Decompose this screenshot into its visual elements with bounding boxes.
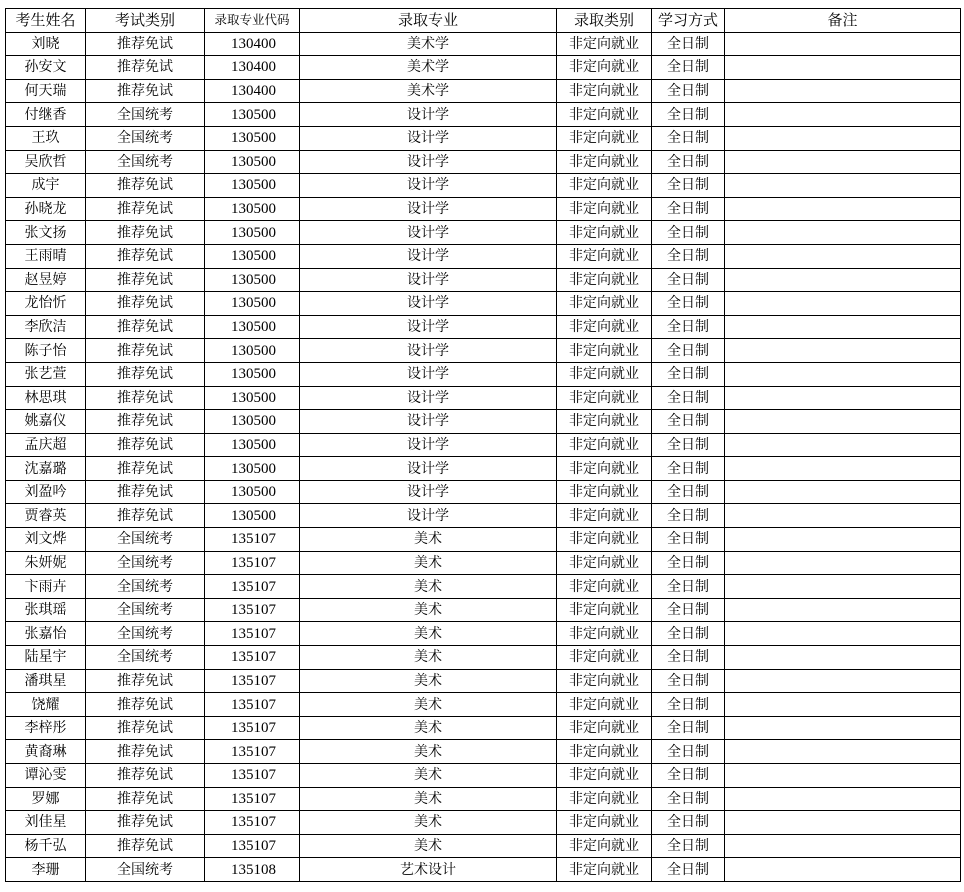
remark-cell <box>725 150 961 174</box>
study-mode-cell: 全日制 <box>652 622 725 646</box>
major-code-cell: 130500 <box>205 480 300 504</box>
major-code-cell: 135107 <box>205 551 300 575</box>
remark-cell <box>725 315 961 339</box>
remark-cell <box>725 575 961 599</box>
remark-cell <box>725 103 961 127</box>
remark-cell <box>725 598 961 622</box>
name-cell: 刘晓 <box>6 32 86 56</box>
major-code-cell: 135107 <box>205 646 300 670</box>
remark-cell <box>725 221 961 245</box>
admit-type-cell: 非定向就业 <box>557 386 652 410</box>
study-mode-cell: 全日制 <box>652 811 725 835</box>
major-cell: 设计学 <box>300 315 557 339</box>
name-cell: 吴欣哲 <box>6 150 86 174</box>
exam-type-cell: 推荐免试 <box>86 268 205 292</box>
name-cell: 王雨晴 <box>6 244 86 268</box>
major-cell: 设计学 <box>300 174 557 198</box>
table-row <box>6 433 961 457</box>
major-cell: 设计学 <box>300 126 557 150</box>
table-row <box>6 103 961 127</box>
name-cell: 何天瑞 <box>6 79 86 103</box>
major-cell: 美术 <box>300 787 557 811</box>
major-cell: 美术 <box>300 598 557 622</box>
exam-type-cell: 推荐免试 <box>86 693 205 717</box>
admit-type-cell: 非定向就业 <box>557 622 652 646</box>
exam-type-cell: 推荐免试 <box>86 787 205 811</box>
table-row <box>6 126 961 150</box>
exam-type-cell: 推荐免试 <box>86 386 205 410</box>
major-code-cell: 135107 <box>205 528 300 552</box>
study-mode-cell: 全日制 <box>652 551 725 575</box>
study-mode-cell: 全日制 <box>652 32 725 56</box>
major-cell: 美术 <box>300 716 557 740</box>
name-cell: 卞雨卉 <box>6 575 86 599</box>
admit-type-cell: 非定向就业 <box>557 292 652 316</box>
admit-type-cell: 非定向就业 <box>557 551 652 575</box>
header-major-code: 录取专业代码 <box>205 9 300 33</box>
admit-type-cell: 非定向就业 <box>557 740 652 764</box>
major-code-cell: 130500 <box>205 103 300 127</box>
name-cell: 姚嘉仪 <box>6 410 86 434</box>
exam-type-cell: 全国统考 <box>86 551 205 575</box>
exam-type-cell: 推荐免试 <box>86 244 205 268</box>
study-mode-cell: 全日制 <box>652 764 725 788</box>
remark-cell <box>725 834 961 858</box>
major-cell: 美术学 <box>300 32 557 56</box>
admit-type-cell: 非定向就业 <box>557 221 652 245</box>
name-cell: 朱妍妮 <box>6 551 86 575</box>
exam-type-cell: 全国统考 <box>86 528 205 552</box>
major-code-cell: 130500 <box>205 268 300 292</box>
study-mode-cell: 全日制 <box>652 221 725 245</box>
table-row <box>6 504 961 528</box>
table-row <box>6 598 961 622</box>
table-row <box>6 480 961 504</box>
remark-cell <box>725 32 961 56</box>
major-cell: 美术 <box>300 622 557 646</box>
study-mode-cell: 全日制 <box>652 504 725 528</box>
admit-type-cell: 非定向就业 <box>557 575 652 599</box>
admit-type-cell: 非定向就业 <box>557 32 652 56</box>
header-row <box>6 9 961 33</box>
study-mode-cell: 全日制 <box>652 126 725 150</box>
major-cell: 美术 <box>300 764 557 788</box>
table-row <box>6 315 961 339</box>
table-row <box>6 150 961 174</box>
study-mode-cell: 全日制 <box>652 433 725 457</box>
study-mode-cell: 全日制 <box>652 362 725 386</box>
name-cell: 谭沁雯 <box>6 764 86 788</box>
study-mode-cell: 全日制 <box>652 716 725 740</box>
study-mode-cell: 全日制 <box>652 834 725 858</box>
study-mode-cell: 全日制 <box>652 693 725 717</box>
name-cell: 张文扬 <box>6 221 86 245</box>
exam-type-cell: 推荐免试 <box>86 811 205 835</box>
major-cell: 设计学 <box>300 410 557 434</box>
exam-type-cell: 推荐免试 <box>86 32 205 56</box>
major-code-cell: 130500 <box>205 174 300 198</box>
remark-cell <box>725 551 961 575</box>
major-cell: 美术 <box>300 551 557 575</box>
major-code-cell: 130500 <box>205 244 300 268</box>
remark-cell <box>725 787 961 811</box>
major-cell: 美术 <box>300 693 557 717</box>
exam-type-cell: 全国统考 <box>86 103 205 127</box>
table-row <box>6 174 961 198</box>
major-code-cell: 130400 <box>205 32 300 56</box>
exam-type-cell: 推荐免试 <box>86 433 205 457</box>
table-row <box>6 362 961 386</box>
exam-type-cell: 推荐免试 <box>86 716 205 740</box>
name-cell: 李梓彤 <box>6 716 86 740</box>
study-mode-cell: 全日制 <box>652 858 725 882</box>
name-cell: 潘琪星 <box>6 669 86 693</box>
major-cell: 美术 <box>300 669 557 693</box>
exam-type-cell: 推荐免试 <box>86 362 205 386</box>
table-row <box>6 32 961 56</box>
admit-type-cell: 非定向就业 <box>557 693 652 717</box>
major-code-cell: 130500 <box>205 362 300 386</box>
admit-type-cell: 非定向就业 <box>557 811 652 835</box>
table-row <box>6 646 961 670</box>
major-cell: 美术 <box>300 528 557 552</box>
major-cell: 设计学 <box>300 457 557 481</box>
study-mode-cell: 全日制 <box>652 528 725 552</box>
table-row <box>6 292 961 316</box>
table-row <box>6 79 961 103</box>
table-row <box>6 834 961 858</box>
name-cell: 孙晓龙 <box>6 197 86 221</box>
major-cell: 设计学 <box>300 504 557 528</box>
major-code-cell: 135107 <box>205 669 300 693</box>
study-mode-cell: 全日制 <box>652 315 725 339</box>
major-code-cell: 135107 <box>205 598 300 622</box>
table-row <box>6 56 961 80</box>
study-mode-cell: 全日制 <box>652 480 725 504</box>
major-code-cell: 130500 <box>205 386 300 410</box>
remark-cell <box>725 339 961 363</box>
remark-cell <box>725 56 961 80</box>
exam-type-cell: 推荐免试 <box>86 315 205 339</box>
name-cell: 刘文烨 <box>6 528 86 552</box>
major-code-cell: 135107 <box>205 740 300 764</box>
table-row <box>6 740 961 764</box>
name-cell: 孙安文 <box>6 56 86 80</box>
major-cell: 美术 <box>300 740 557 764</box>
exam-type-cell: 推荐免试 <box>86 197 205 221</box>
exam-type-cell: 推荐免试 <box>86 457 205 481</box>
major-cell: 设计学 <box>300 244 557 268</box>
exam-type-cell: 全国统考 <box>86 150 205 174</box>
table-row <box>6 268 961 292</box>
study-mode-cell: 全日制 <box>652 386 725 410</box>
major-code-cell: 135107 <box>205 834 300 858</box>
exam-type-cell: 推荐免试 <box>86 764 205 788</box>
name-cell: 饶耀 <box>6 693 86 717</box>
remark-cell <box>725 292 961 316</box>
major-code-cell: 130500 <box>205 197 300 221</box>
exam-type-cell: 推荐免试 <box>86 56 205 80</box>
study-mode-cell: 全日制 <box>652 575 725 599</box>
major-code-cell: 130500 <box>205 221 300 245</box>
major-cell: 设计学 <box>300 150 557 174</box>
major-code-cell: 130500 <box>205 504 300 528</box>
major-code-cell: 130500 <box>205 150 300 174</box>
exam-type-cell: 推荐免试 <box>86 480 205 504</box>
study-mode-cell: 全日制 <box>652 244 725 268</box>
study-mode-cell: 全日制 <box>652 598 725 622</box>
table-row <box>6 221 961 245</box>
major-cell: 设计学 <box>300 386 557 410</box>
name-cell: 成宇 <box>6 174 86 198</box>
study-mode-cell: 全日制 <box>652 740 725 764</box>
major-cell: 美术学 <box>300 79 557 103</box>
header-major: 录取专业 <box>300 9 557 33</box>
name-cell: 杨千弘 <box>6 834 86 858</box>
major-code-cell: 130500 <box>205 315 300 339</box>
name-cell: 李珊 <box>6 858 86 882</box>
major-cell: 设计学 <box>300 433 557 457</box>
header-name: 考生姓名 <box>6 9 86 33</box>
remark-cell <box>725 480 961 504</box>
name-cell: 张嘉怡 <box>6 622 86 646</box>
study-mode-cell: 全日制 <box>652 292 725 316</box>
major-cell: 设计学 <box>300 362 557 386</box>
major-code-cell: 135107 <box>205 716 300 740</box>
table-row <box>6 457 961 481</box>
major-cell: 美术 <box>300 811 557 835</box>
remark-cell <box>725 811 961 835</box>
table-row <box>6 811 961 835</box>
exam-type-cell: 推荐免试 <box>86 339 205 363</box>
remark-cell <box>725 669 961 693</box>
admit-type-cell: 非定向就业 <box>557 669 652 693</box>
remark-cell <box>725 693 961 717</box>
exam-type-cell: 全国统考 <box>86 622 205 646</box>
admit-type-cell: 非定向就业 <box>557 646 652 670</box>
name-cell: 赵昱婷 <box>6 268 86 292</box>
remark-cell <box>725 646 961 670</box>
major-cell: 设计学 <box>300 103 557 127</box>
name-cell: 龙怡忻 <box>6 292 86 316</box>
exam-type-cell: 推荐免试 <box>86 174 205 198</box>
name-cell: 陆星宇 <box>6 646 86 670</box>
exam-type-cell: 推荐免试 <box>86 504 205 528</box>
table-row <box>6 622 961 646</box>
admit-type-cell: 非定向就业 <box>557 126 652 150</box>
study-mode-cell: 全日制 <box>652 79 725 103</box>
study-mode-cell: 全日制 <box>652 457 725 481</box>
admit-type-cell: 非定向就业 <box>557 362 652 386</box>
exam-type-cell: 推荐免试 <box>86 834 205 858</box>
table-row <box>6 197 961 221</box>
admit-type-cell: 非定向就业 <box>557 244 652 268</box>
major-code-cell: 130400 <box>205 56 300 80</box>
table-row <box>6 669 961 693</box>
header-remark: 备注 <box>725 9 961 33</box>
study-mode-cell: 全日制 <box>652 56 725 80</box>
major-code-cell: 130500 <box>205 457 300 481</box>
admit-type-cell: 非定向就业 <box>557 410 652 434</box>
remark-cell <box>725 740 961 764</box>
major-cell: 艺术设计 <box>300 858 557 882</box>
major-code-cell: 135107 <box>205 764 300 788</box>
major-code-cell: 135107 <box>205 622 300 646</box>
remark-cell <box>725 268 961 292</box>
table-row <box>6 386 961 410</box>
remark-cell <box>725 126 961 150</box>
study-mode-cell: 全日制 <box>652 268 725 292</box>
admit-type-cell: 非定向就业 <box>557 339 652 363</box>
header-exam-type: 考试类别 <box>86 9 205 33</box>
remark-cell <box>725 433 961 457</box>
remark-cell <box>725 457 961 481</box>
table-row <box>6 787 961 811</box>
name-cell: 刘盈吟 <box>6 480 86 504</box>
remark-cell <box>725 528 961 552</box>
admit-type-cell: 非定向就业 <box>557 268 652 292</box>
remark-cell <box>725 174 961 198</box>
exam-type-cell: 推荐免试 <box>86 740 205 764</box>
name-cell: 林思琪 <box>6 386 86 410</box>
name-cell: 李欣洁 <box>6 315 86 339</box>
exam-type-cell: 推荐免试 <box>86 79 205 103</box>
table-row <box>6 551 961 575</box>
admit-type-cell: 非定向就业 <box>557 480 652 504</box>
major-cell: 美术学 <box>300 56 557 80</box>
major-cell: 美术 <box>300 575 557 599</box>
major-code-cell: 135107 <box>205 693 300 717</box>
admit-type-cell: 非定向就业 <box>557 504 652 528</box>
study-mode-cell: 全日制 <box>652 103 725 127</box>
remark-cell <box>725 386 961 410</box>
major-cell: 美术 <box>300 646 557 670</box>
admit-type-cell: 非定向就业 <box>557 787 652 811</box>
name-cell: 罗娜 <box>6 787 86 811</box>
exam-type-cell: 全国统考 <box>86 598 205 622</box>
admit-type-cell: 非定向就业 <box>557 764 652 788</box>
exam-type-cell: 全国统考 <box>86 646 205 670</box>
major-cell: 设计学 <box>300 268 557 292</box>
name-cell: 陈子怡 <box>6 339 86 363</box>
admit-type-cell: 非定向就业 <box>557 56 652 80</box>
remark-cell <box>725 79 961 103</box>
name-cell: 黄裔琳 <box>6 740 86 764</box>
header-admit-type: 录取类别 <box>557 9 652 33</box>
table-row <box>6 764 961 788</box>
remark-cell <box>725 410 961 434</box>
table-row <box>6 693 961 717</box>
major-cell: 设计学 <box>300 197 557 221</box>
study-mode-cell: 全日制 <box>652 410 725 434</box>
remark-cell <box>725 244 961 268</box>
admit-type-cell: 非定向就业 <box>557 315 652 339</box>
study-mode-cell: 全日制 <box>652 646 725 670</box>
major-code-cell: 130500 <box>205 339 300 363</box>
admit-type-cell: 非定向就业 <box>557 433 652 457</box>
major-cell: 设计学 <box>300 221 557 245</box>
study-mode-cell: 全日制 <box>652 669 725 693</box>
admit-type-cell: 非定向就业 <box>557 716 652 740</box>
name-cell: 王玖 <box>6 126 86 150</box>
name-cell: 付继香 <box>6 103 86 127</box>
study-mode-cell: 全日制 <box>652 174 725 198</box>
major-code-cell: 130500 <box>205 126 300 150</box>
admit-type-cell: 非定向就业 <box>557 457 652 481</box>
header-study-mode: 学习方式 <box>652 9 725 33</box>
major-code-cell: 135107 <box>205 787 300 811</box>
major-code-cell: 130400 <box>205 79 300 103</box>
study-mode-cell: 全日制 <box>652 150 725 174</box>
table-body <box>6 32 961 881</box>
major-cell: 美术 <box>300 834 557 858</box>
admit-type-cell: 非定向就业 <box>557 103 652 127</box>
remark-cell <box>725 197 961 221</box>
major-code-cell: 130500 <box>205 410 300 434</box>
study-mode-cell: 全日制 <box>652 339 725 363</box>
name-cell: 沈嘉璐 <box>6 457 86 481</box>
admit-type-cell: 非定向就业 <box>557 79 652 103</box>
major-code-cell: 135107 <box>205 575 300 599</box>
admit-type-cell: 非定向就业 <box>557 598 652 622</box>
table-row <box>6 244 961 268</box>
admit-type-cell: 非定向就业 <box>557 528 652 552</box>
remark-cell <box>725 504 961 528</box>
major-cell: 设计学 <box>300 339 557 363</box>
remark-cell <box>725 622 961 646</box>
name-cell: 孟庆超 <box>6 433 86 457</box>
name-cell: 贾睿英 <box>6 504 86 528</box>
table-row <box>6 858 961 882</box>
admit-type-cell: 非定向就业 <box>557 858 652 882</box>
remark-cell <box>725 362 961 386</box>
remark-cell <box>725 858 961 882</box>
exam-type-cell: 推荐免试 <box>86 410 205 434</box>
exam-type-cell: 全国统考 <box>86 858 205 882</box>
table-row <box>6 339 961 363</box>
name-cell: 张艺萱 <box>6 362 86 386</box>
major-code-cell: 130500 <box>205 433 300 457</box>
exam-type-cell: 推荐免试 <box>86 669 205 693</box>
table-row <box>6 528 961 552</box>
remark-cell <box>725 716 961 740</box>
exam-type-cell: 推荐免试 <box>86 221 205 245</box>
major-cell: 设计学 <box>300 480 557 504</box>
study-mode-cell: 全日制 <box>652 787 725 811</box>
exam-type-cell: 全国统考 <box>86 575 205 599</box>
major-code-cell: 135108 <box>205 858 300 882</box>
major-code-cell: 135107 <box>205 811 300 835</box>
exam-type-cell: 推荐免试 <box>86 292 205 316</box>
admit-type-cell: 非定向就业 <box>557 197 652 221</box>
major-code-cell: 130500 <box>205 292 300 316</box>
exam-type-cell: 全国统考 <box>86 126 205 150</box>
admit-type-cell: 非定向就业 <box>557 174 652 198</box>
major-cell: 设计学 <box>300 292 557 316</box>
admit-type-cell: 非定向就业 <box>557 150 652 174</box>
admission-table <box>5 8 961 882</box>
table-row <box>6 410 961 434</box>
name-cell: 刘佳星 <box>6 811 86 835</box>
study-mode-cell: 全日制 <box>652 197 725 221</box>
admit-type-cell: 非定向就业 <box>557 834 652 858</box>
name-cell: 张琪瑶 <box>6 598 86 622</box>
table-row <box>6 716 961 740</box>
table-row <box>6 575 961 599</box>
remark-cell <box>725 764 961 788</box>
